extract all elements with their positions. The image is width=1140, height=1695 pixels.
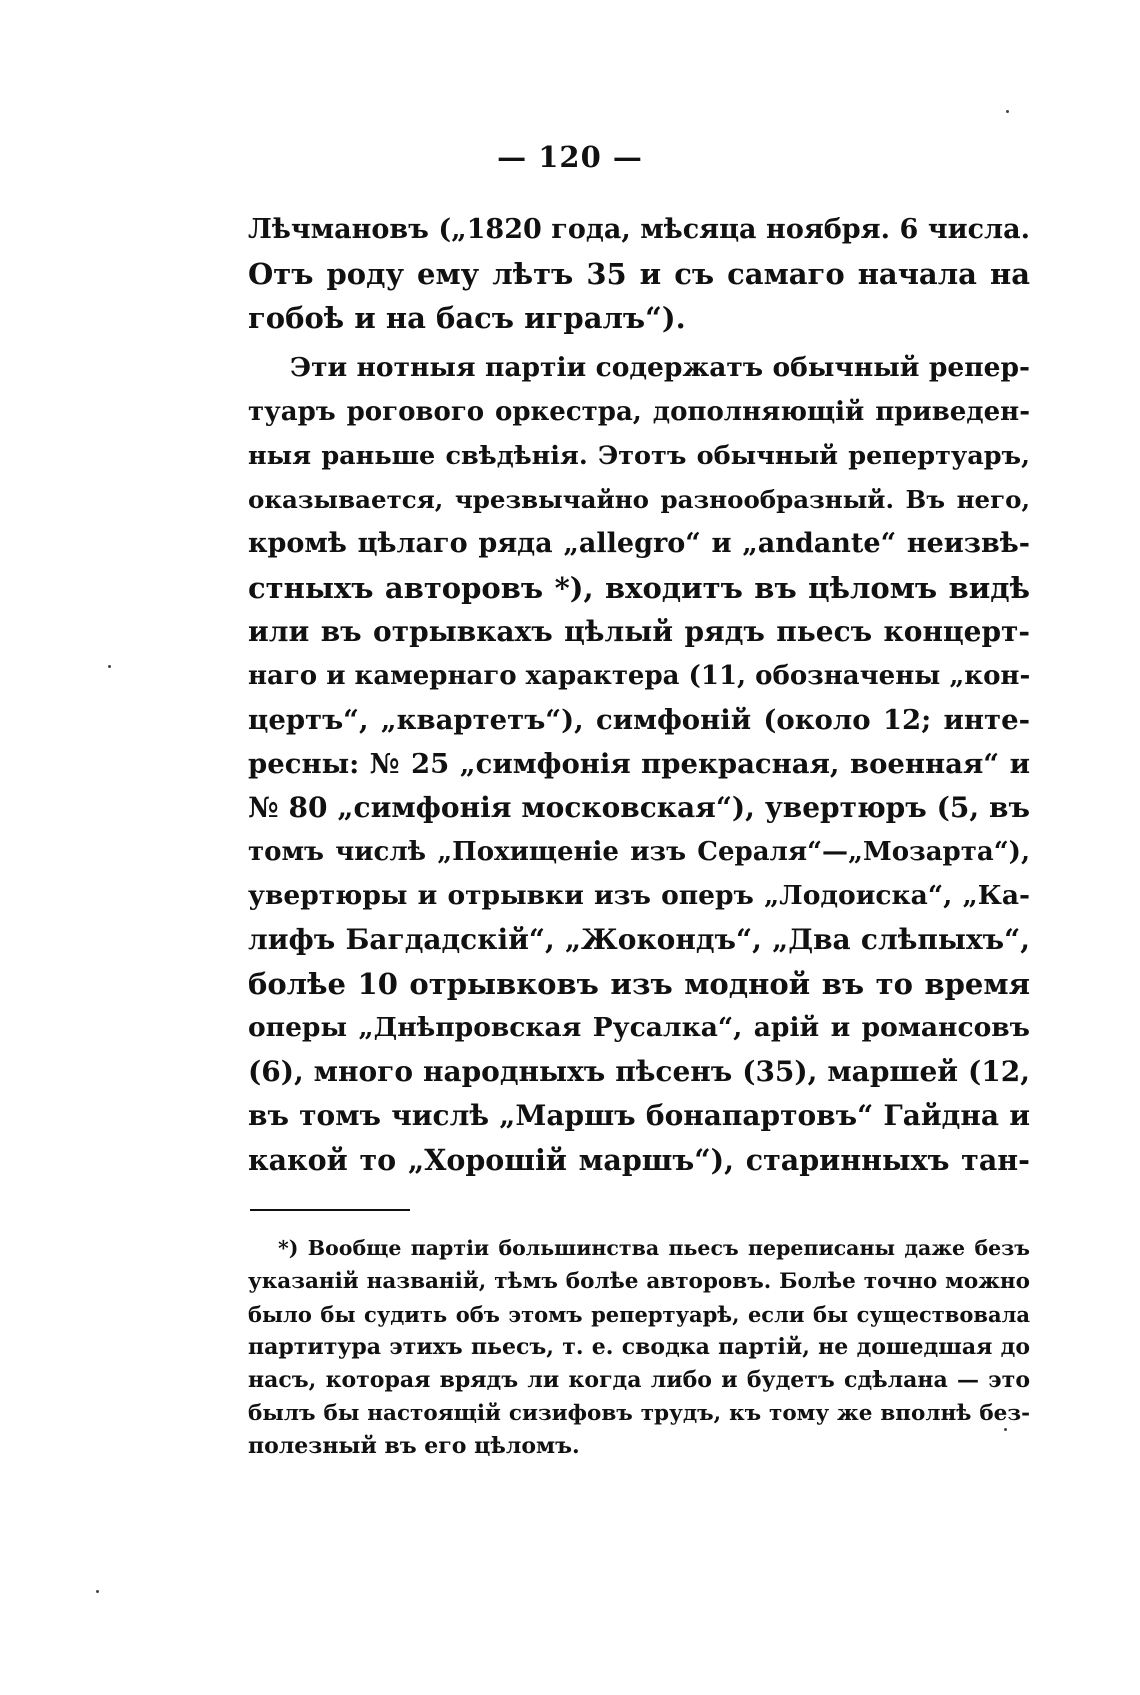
text-line: или въ отрывкахъ цѣлый рядъ пьесъ концерт- — [248, 615, 1030, 648]
text-line: (6), много народныхъ пѣсенъ (35), маршей (12, — [248, 1055, 1030, 1088]
footnote-line: полезный въ его цѣломъ. — [248, 1433, 580, 1459]
footnote-line: было бы судить объ этомъ репертуарѣ, если бы существовала — [248, 1302, 1030, 1327]
footnote-line: указаній названій, тѣмъ болѣе авторовъ. Болѣе точно можно — [248, 1269, 1030, 1294]
text-line: оказывается, чрезвычайно разнообразный. Въ него, — [248, 485, 1030, 514]
print-speck — [96, 1590, 99, 1593]
footnote — [248, 1232, 1030, 1463]
footnote-divider — [250, 1209, 410, 1211]
text-line: лифъ Багдадскій“, „Жокондъ“, „Два слѣпыхъ“, — [248, 923, 1030, 956]
text-line: въ томъ числѣ „Маршъ бонапартовъ“ Гайдна и — [248, 1099, 1030, 1132]
text-line: увертюры и отрывки изъ оперъ „Лодоиска“, „Ка- — [248, 880, 1030, 911]
text-line: Лѣчмановъ („1820 года, мѣсяца ноября. 6 числа. — [248, 214, 1030, 245]
page-number: — 120 — — [497, 140, 643, 174]
text-line: болѣе 10 отрывковъ изъ модной въ то время — [248, 967, 1030, 1001]
main-text — [248, 208, 1030, 1182]
print-speck — [108, 665, 111, 668]
text-line: кромѣ цѣлаго ряда „allegro“ и „andante“ неизвѣ- — [248, 528, 1030, 559]
text-line: какой то „Хорошій маршъ“), старинныхъ тан- — [248, 1143, 1030, 1177]
text-line: наго и камернаго характера (11, обозначены „кон- — [248, 661, 1031, 691]
text-line: Эти нотныя партіи содержатъ обычный репер- — [290, 352, 1030, 383]
footnote-line: партитура этихъ пьесъ, т. е. сводка партій, не дошедшая до — [248, 1334, 1030, 1360]
text-line: ресны: № 25 „симфонія прекрасная, военная“ и — [248, 748, 1030, 780]
text-line: оперы „Днѣпровская Русалка“, арій и романсовъ — [248, 1012, 1030, 1043]
text-line: ныя раньше свѣдѣнія. Этотъ обычный репертуаръ, — [248, 441, 1030, 471]
text-line: стныхъ авторовъ *), входитъ въ цѣломъ видѣ — [248, 571, 1030, 605]
text-line: туаръ рогового оркестра, дополняющій приведен- — [248, 397, 1030, 427]
text-line: № 80 „симфонія московская“), увертюръ (5, въ — [248, 791, 1030, 824]
text-line: цертъ“, „квартетъ“), симфоній (около 12; инте- — [248, 704, 1030, 736]
text-line: Отъ роду ему лѣтъ 35 и съ самаго начала на — [248, 257, 1030, 291]
footnote-line: насъ, которая врядъ ли когда либо и будетъ сдѣлана — это — [248, 1367, 1030, 1393]
text-line: томъ числѣ „Похищеніе изъ Сераля“—„Мозарта“), — [248, 837, 1030, 867]
footnote-line: былъ бы настоящій сизифовъ трудъ, къ тому же вполнѣ без- — [248, 1401, 1030, 1426]
print-speck — [1004, 1428, 1007, 1431]
footnote-line: *) Вообще партіи большинства пьесъ переписаны даже безъ — [278, 1236, 1030, 1260]
text-line: гобоѣ и на басъ игралъ“). — [248, 301, 686, 335]
print-speck — [1006, 110, 1009, 113]
